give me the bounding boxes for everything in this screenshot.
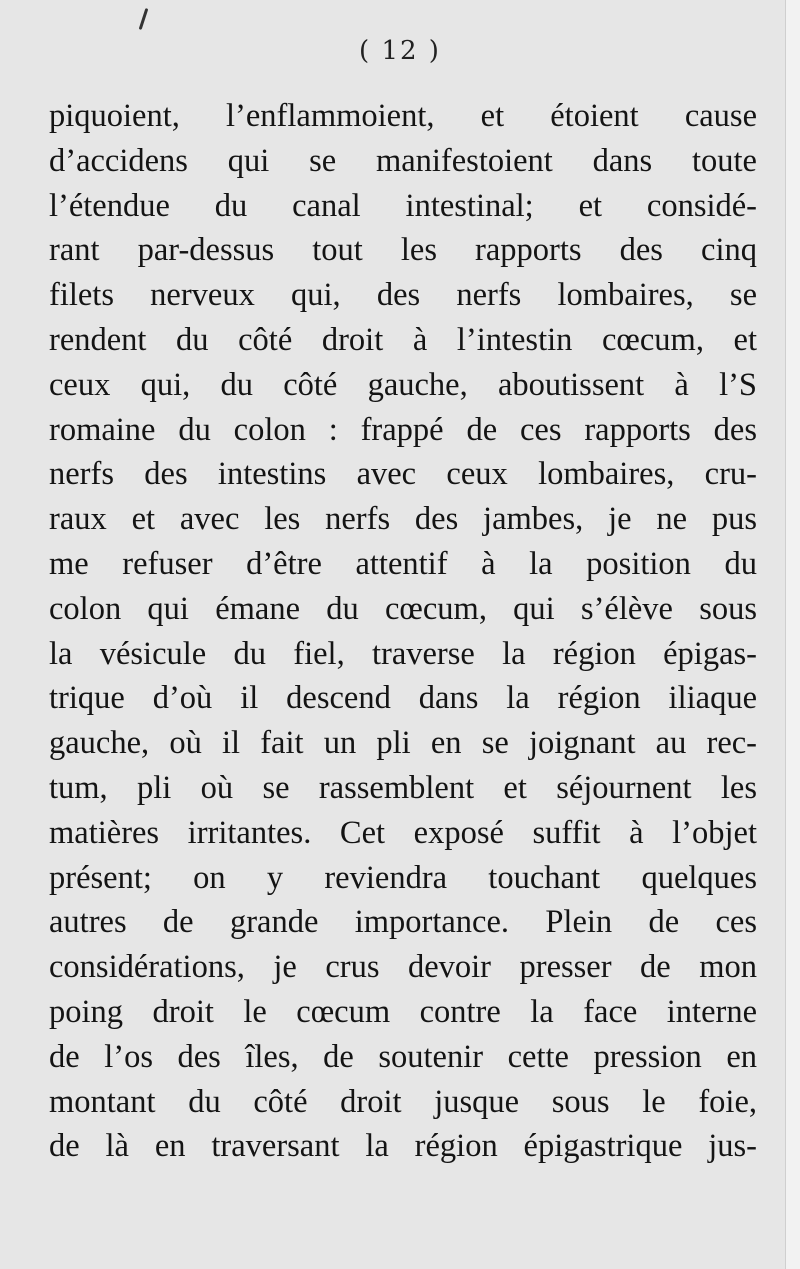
text-line: de là en traversant la région épigastrique jus-: [49, 1128, 757, 1165]
text-line: me refuser d’être attentif à la position du: [49, 545, 757, 582]
text-line: autres de grande importance. Plein de ces: [49, 904, 757, 941]
text-line: filets nerveux qui, des nerfs lombaires, se: [49, 277, 757, 314]
text-line: matières irritantes. Cet exposé suffit à l’objet: [49, 814, 757, 851]
text-line: piquoient, l’enflammoient, et étoient cause: [49, 98, 757, 134]
pen-mark: [139, 8, 149, 30]
text-line: romaine du colon : frappé de ces rapports des: [49, 411, 757, 448]
text-line: la vésicule du fiel, traverse la région épigas-: [49, 635, 757, 672]
text-line: nerfs des intestins avec ceux lombaires, cru-: [49, 456, 757, 493]
text-line: tum, pli où se rassemblent et séjournent les: [49, 769, 757, 806]
text-line: rant par-dessus tout les rapports des cinq: [49, 232, 757, 269]
text-line: l’étendue du canal intestinal; et considé-: [49, 187, 757, 224]
text-line: rendent du côté droit à l’intestin cœcum, et: [49, 321, 757, 358]
text-line: ceux qui, du côté gauche, aboutissent à l’S: [49, 366, 757, 403]
page-text: [49, 94, 757, 1169]
text-line: colon qui émane du cœcum, qui s’élève sous: [49, 590, 757, 627]
text-line: d’accidens qui se manifestoient dans toute: [49, 142, 757, 179]
text-line: montant du côté droit jusque sous le foie,: [49, 1083, 757, 1120]
page-edge: [785, 0, 800, 1269]
text-line: considérations, je crus devoir presser de mon: [49, 949, 757, 986]
text-line: trique d’où il descend dans la région iliaque: [49, 680, 757, 717]
text-line: présent; on y reviendra touchant quelques: [49, 859, 757, 896]
text-line: de l’os des îles, de soutenir cette pression en: [49, 1038, 757, 1075]
page-number: ( 12 ): [359, 36, 441, 66]
text-line: gauche, où il fait un pli en se joignant au rec-: [49, 725, 757, 762]
text-line: poing droit le cœcum contre la face interne: [49, 993, 757, 1030]
text-line: raux et avec les nerfs des jambes, je ne pus: [49, 501, 757, 538]
